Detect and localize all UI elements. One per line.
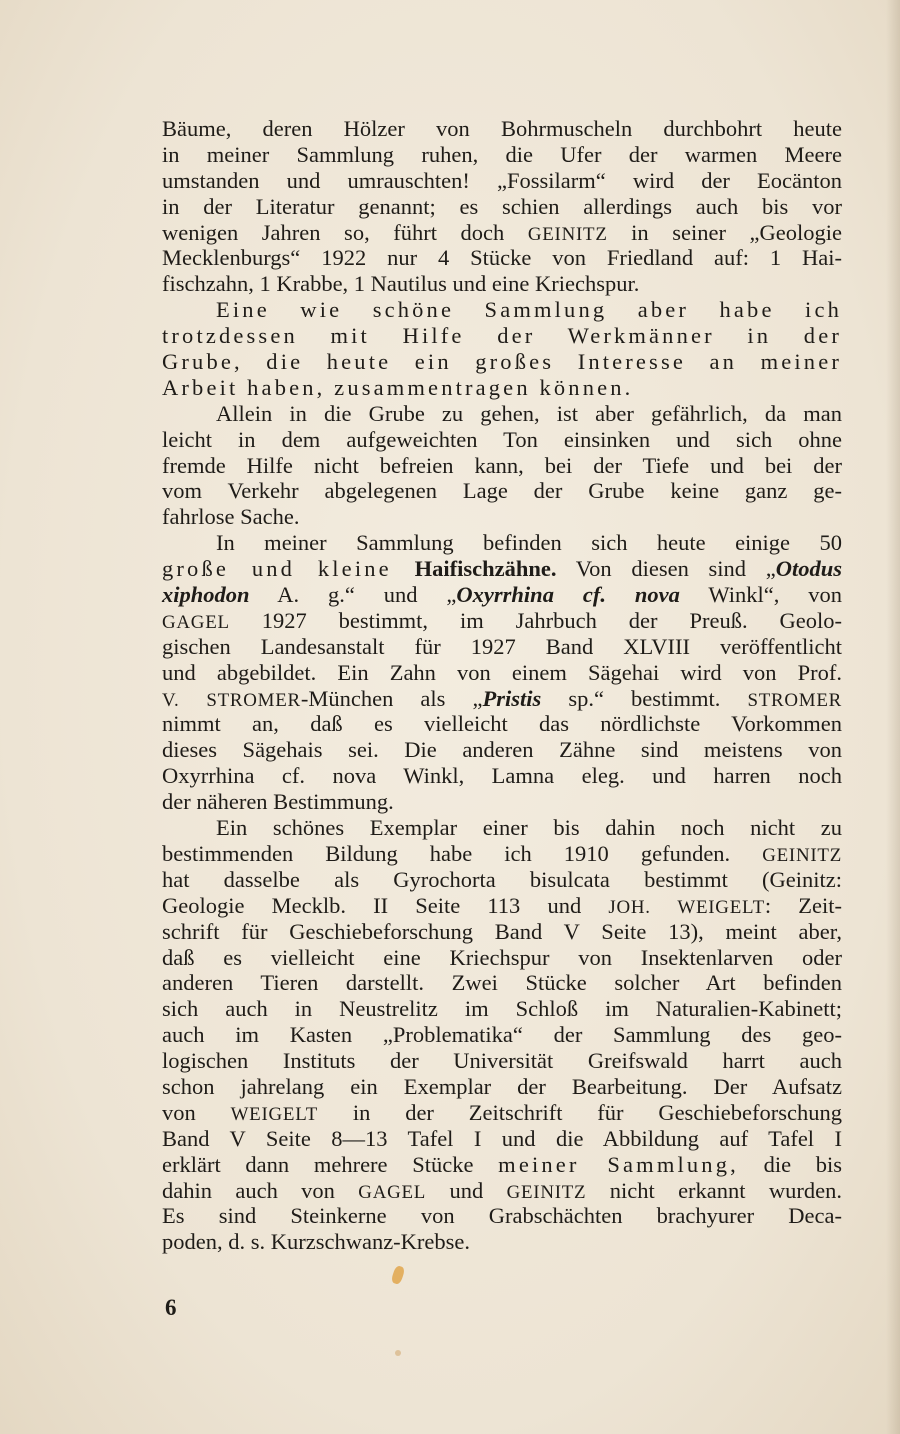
text-line: Grube, die heute ein großes Interesse an meiner [162, 349, 842, 375]
text-line: Allein in die Grube zu gehen, ist aber gefährlich, da man [216, 400, 842, 426]
text-line: leicht in dem aufgeweichten Ton einsinken und sich ohne [162, 426, 842, 452]
text-line: Arbeit haben, zusammentragen können. [162, 374, 634, 400]
author-name: GEINITZ [762, 844, 842, 866]
text-line: dieses Sägehais sei. Die anderen Zähne sind meistens von [162, 737, 842, 763]
text-line: und abgebildet. Ein Zahn von einem Sägehai wird von Prof. [162, 659, 842, 685]
text-line: große und kleine Haifischzähne. Von diesen sind „Otodus [162, 556, 842, 582]
spaced-text: meiner Sammlung, [498, 1151, 739, 1177]
text-line: sich auch in Neustrelitz im Schloß im Naturalien-Kabinett; [162, 996, 842, 1022]
text-line: Bäume, deren Hölzer von Bohrmuscheln durchbohrt heute [162, 116, 842, 141]
text-line: in der Literatur genannt; es schien allerdings auch bis vor [162, 193, 842, 219]
text-line: nimmt an, daß es vielleicht das nördlichste Vorkommen [162, 711, 842, 737]
author-name: V. STROMER [162, 689, 301, 711]
text-line: Mecklenburgs“ 1922 nur 4 Stücke von Friedland auf: 1 Hai- [162, 245, 842, 271]
text-line: fischzahn, 1 Krabbe, 1 Nautilus und eine Kriechspur. [162, 271, 640, 297]
text-line: Ein schönes Exemplar einer bis dahin noch nicht zu [216, 815, 842, 841]
author-name: STROMER [747, 689, 843, 711]
text-line: bestimmenden Bildung habe ich 1910 gefunden. GEINITZ [162, 840, 842, 866]
text-line: anderen Tieren darstellt. Zwei Stücke solcher Art befinden [162, 970, 842, 996]
species-name: xiphodon [162, 582, 250, 608]
text-line: Eine wie schöne Sammlung aber habe ich [216, 297, 842, 323]
text-line: In meiner Sammlung befinden sich heute einige 50 [216, 530, 842, 556]
text-line: wenigen Jahren so, führt doch GEINITZ in seiner „Geologie [162, 219, 842, 245]
species-name: Pristis [482, 685, 542, 711]
text-line: daß es vielleicht eine Kriechspur von Insektenlarven oder [162, 944, 842, 970]
text-line: xiphodon A. g.“ und „Oxyrrhina cf. nova Winkl“, von [162, 582, 843, 608]
text-line: gischen Landesanstalt für 1927 Band XLVIII veröffentlicht [162, 633, 842, 659]
text-line: von WEIGELT in der Zeitschrift für Geschiebeforschung [162, 1099, 842, 1125]
text-line: poden, d. s. Kurzschwanz-Krebse. [162, 1229, 471, 1255]
text-line: schrift für Geschiebeforschung Band V Seite 13), meint aber, [162, 918, 842, 944]
species-name: Otodus [775, 556, 842, 582]
author-name: GAGEL [358, 1181, 427, 1203]
paper-stain [390, 1265, 405, 1285]
text-line: erklärt dann mehrere Stücke meiner Sammlung, die bis [162, 1151, 843, 1177]
page-number: 6 [165, 1295, 177, 1320]
text-line: logischen Instituts der Universität Greifswald harrt auch [162, 1048, 842, 1074]
author-name: JOH. WEIGELT [608, 896, 765, 918]
text-line: der näheren Bestimmung. [162, 789, 394, 815]
text-line: schon jahrelang ein Exemplar der Bearbeitung. Der Aufsatz [162, 1073, 842, 1099]
text-line: hat dasselbe als Gyrochorta bisulcata bestimmt (Geinitz: [162, 866, 842, 892]
text-line: GAGEL 1927 bestimmt, im Jahrbuch der Preuß. Geolo- [162, 607, 842, 633]
text-line: V. STROMER-München als „Pristis sp.“ bestimmt. STROMER [162, 685, 843, 711]
paper-stain [395, 1350, 401, 1356]
text-line: umstanden und umrauschten! „Fossilarm“ wird der Eocänton [162, 167, 842, 193]
text-line: Geologie Mecklb. II Seite 113 und JOH. WEIGELT: Zeit- [162, 892, 842, 918]
author-name: WEIGELT [230, 1103, 319, 1125]
bold-term: Haifischzähne. [414, 556, 557, 582]
text-line: Oxyrrhina cf. nova Winkl, Lamna eleg. und harren noch [162, 763, 842, 789]
author-name: GEINITZ [527, 223, 608, 245]
text-line: fahrlose Sache. [162, 504, 300, 530]
text-line: vom Verkehr abgelegenen Lage der Grube keine ganz ge- [162, 478, 842, 504]
text-line: trotzdessen mit Hilfe der Werkmänner in der [162, 323, 842, 349]
species-name: Oxyrrhina cf. nova [456, 582, 680, 608]
text-line: auch im Kasten „Problematika“ der Sammlung des geo- [162, 1022, 842, 1048]
text-line: fremde Hilfe nicht befreien kann, bei der Tiefe und bei der [162, 452, 842, 478]
text-line: Band V Seite 8—13 Tafel I und die Abbildung auf Tafel I [162, 1125, 842, 1151]
author-name: GAGEL [162, 611, 230, 633]
text-line: in meiner Sammlung ruhen, die Ufer der warmen Meere [162, 141, 842, 167]
page-edge-shadow [886, 0, 900, 1434]
text-line: Es sind Steinkerne von Grabschächten brachyurer Deca- [162, 1203, 842, 1229]
author-name: GEINITZ [506, 1181, 587, 1203]
text-line: dahin auch von GAGEL und GEINITZ nicht erkannt wurden. [162, 1177, 843, 1203]
body-text [162, 116, 842, 1255]
